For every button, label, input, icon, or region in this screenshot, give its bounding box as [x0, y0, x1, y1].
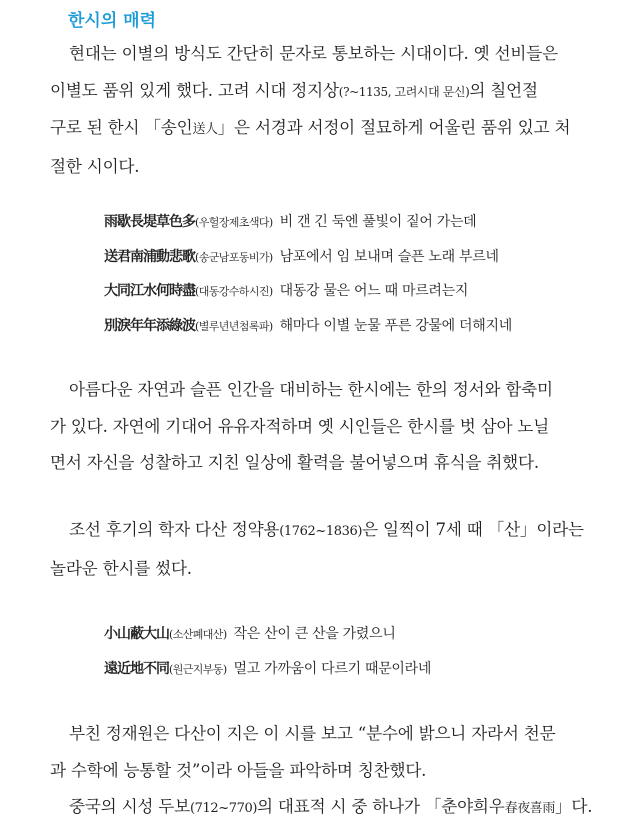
- text-segment: 조선 후기의 학자 다산 정약용: [69, 520, 280, 539]
- poem-translation: 멀고 가까움이 다르기 때문이라네: [233, 660, 432, 677]
- poem-reading: (소산폐대산): [169, 628, 227, 641]
- poem-translation: 해마다 이별 눈물 푸른 강물에 더해지네: [279, 317, 512, 334]
- poem-translation: 남포에서 임 보내며 슬픈 노래 부르네: [279, 248, 499, 265]
- paragraph-line: 가 있다. 자연에 기대어 유유자적하며 옛 시인들은 한시를 벗 삼아 노닐: [50, 416, 550, 436]
- text-segment: 」은 서경과 서정이 절묘하게 어울린 품위 있고 처: [217, 118, 571, 137]
- poem-reading: (대동강수하시진): [195, 285, 273, 298]
- poem-line: [104, 240, 512, 275]
- text-segment: 중국의 시성 두보: [69, 797, 190, 816]
- paragraph-line: [50, 789, 595, 828]
- text-segment: 의 대표적 시 중 하나가 「춘야희우: [257, 797, 505, 816]
- text-segment: 」다.: [555, 797, 593, 816]
- poem-translation: 비 갠 긴 둑엔 풀빛이 짙어 가는데: [279, 214, 477, 230]
- poem-line: [104, 205, 512, 240]
- paragraph-intro: [50, 36, 595, 185]
- poem-translation: 작은 산이 큰 산을 가렸으니: [233, 626, 396, 642]
- poem-san: [104, 617, 431, 686]
- poem-hanja: 別淚年年添綠波: [104, 317, 195, 334]
- poem-line: [104, 274, 512, 309]
- paragraph-line: 현대는 이별의 방식도 간단히 문자로 통보하는 시대이다. 옛 선비들은: [69, 44, 558, 63]
- poem-reading: (원근지부동): [169, 662, 227, 676]
- paragraph-line: [50, 73, 595, 111]
- hanja-annotation: 送人: [192, 122, 218, 137]
- paragraph-line: 아름다운 자연과 슬픈 인간을 대비하는 한시에는 한의 정서와 함축미: [69, 380, 553, 399]
- poem-songin: [104, 205, 512, 343]
- poem-line: [104, 309, 512, 344]
- poem-line: [104, 652, 431, 687]
- poem-hanja: 雨歇長堤草色多: [104, 214, 195, 230]
- poem-hanja: 大同江水何時盡: [104, 283, 195, 299]
- paragraph-line: 부친 정재원은 다산이 지은 이 시를 보고 “분수에 밝으니 자라서 천문: [69, 724, 556, 743]
- paragraph-line: 과 수학에 능통할 것”이라 아들을 파악하며 칭찬했다.: [50, 760, 427, 780]
- poem-hanja: 遠近地不同: [104, 660, 169, 677]
- paragraph-line: 절한 시이다.: [50, 156, 140, 176]
- poem-hanja: 小山蔽大山: [104, 626, 169, 642]
- poem-translation: 대동강 물은 어느 때 마르려는지: [279, 283, 469, 299]
- paragraph-line: [50, 110, 595, 149]
- section-heading: 한시의 매력: [68, 11, 157, 31]
- paragraph-line: 놀라운 한시를 썼다.: [50, 558, 192, 578]
- poem-reading: (별루년년첨록파): [195, 319, 273, 333]
- text-segment: 은 일찍이 7세 때 「산」이라는: [362, 520, 584, 539]
- paragraph-dasan: [50, 512, 595, 587]
- paragraph-line: 면서 자신을 성찰하고 지친 일상에 활력을 불어넣으며 휴식을 취했다.: [50, 453, 539, 472]
- text-segment: 의 칠언절: [469, 80, 538, 100]
- annotation: (1762~1836): [279, 524, 363, 539]
- paragraph-line: [50, 512, 595, 551]
- text-segment: 구로 된 한시 「송인: [50, 118, 193, 137]
- poem-reading: (송군남포동비가): [195, 250, 273, 264]
- poem-reading: (우헐장제초색다): [195, 216, 273, 229]
- poem-line: [104, 617, 431, 652]
- annotation: (712~770): [189, 801, 258, 816]
- paragraph-contrast: [50, 372, 595, 482]
- paragraph-father: [50, 716, 595, 828]
- poem-hanja: 送君南浦動悲歌: [104, 248, 195, 265]
- annotation: (?~1135, 고려시대 문신): [338, 84, 470, 99]
- hanja-annotation: 春夜喜雨: [504, 801, 555, 816]
- text-segment: 이별도 품위 있게 했다. 고려 시대 정지상: [50, 80, 339, 100]
